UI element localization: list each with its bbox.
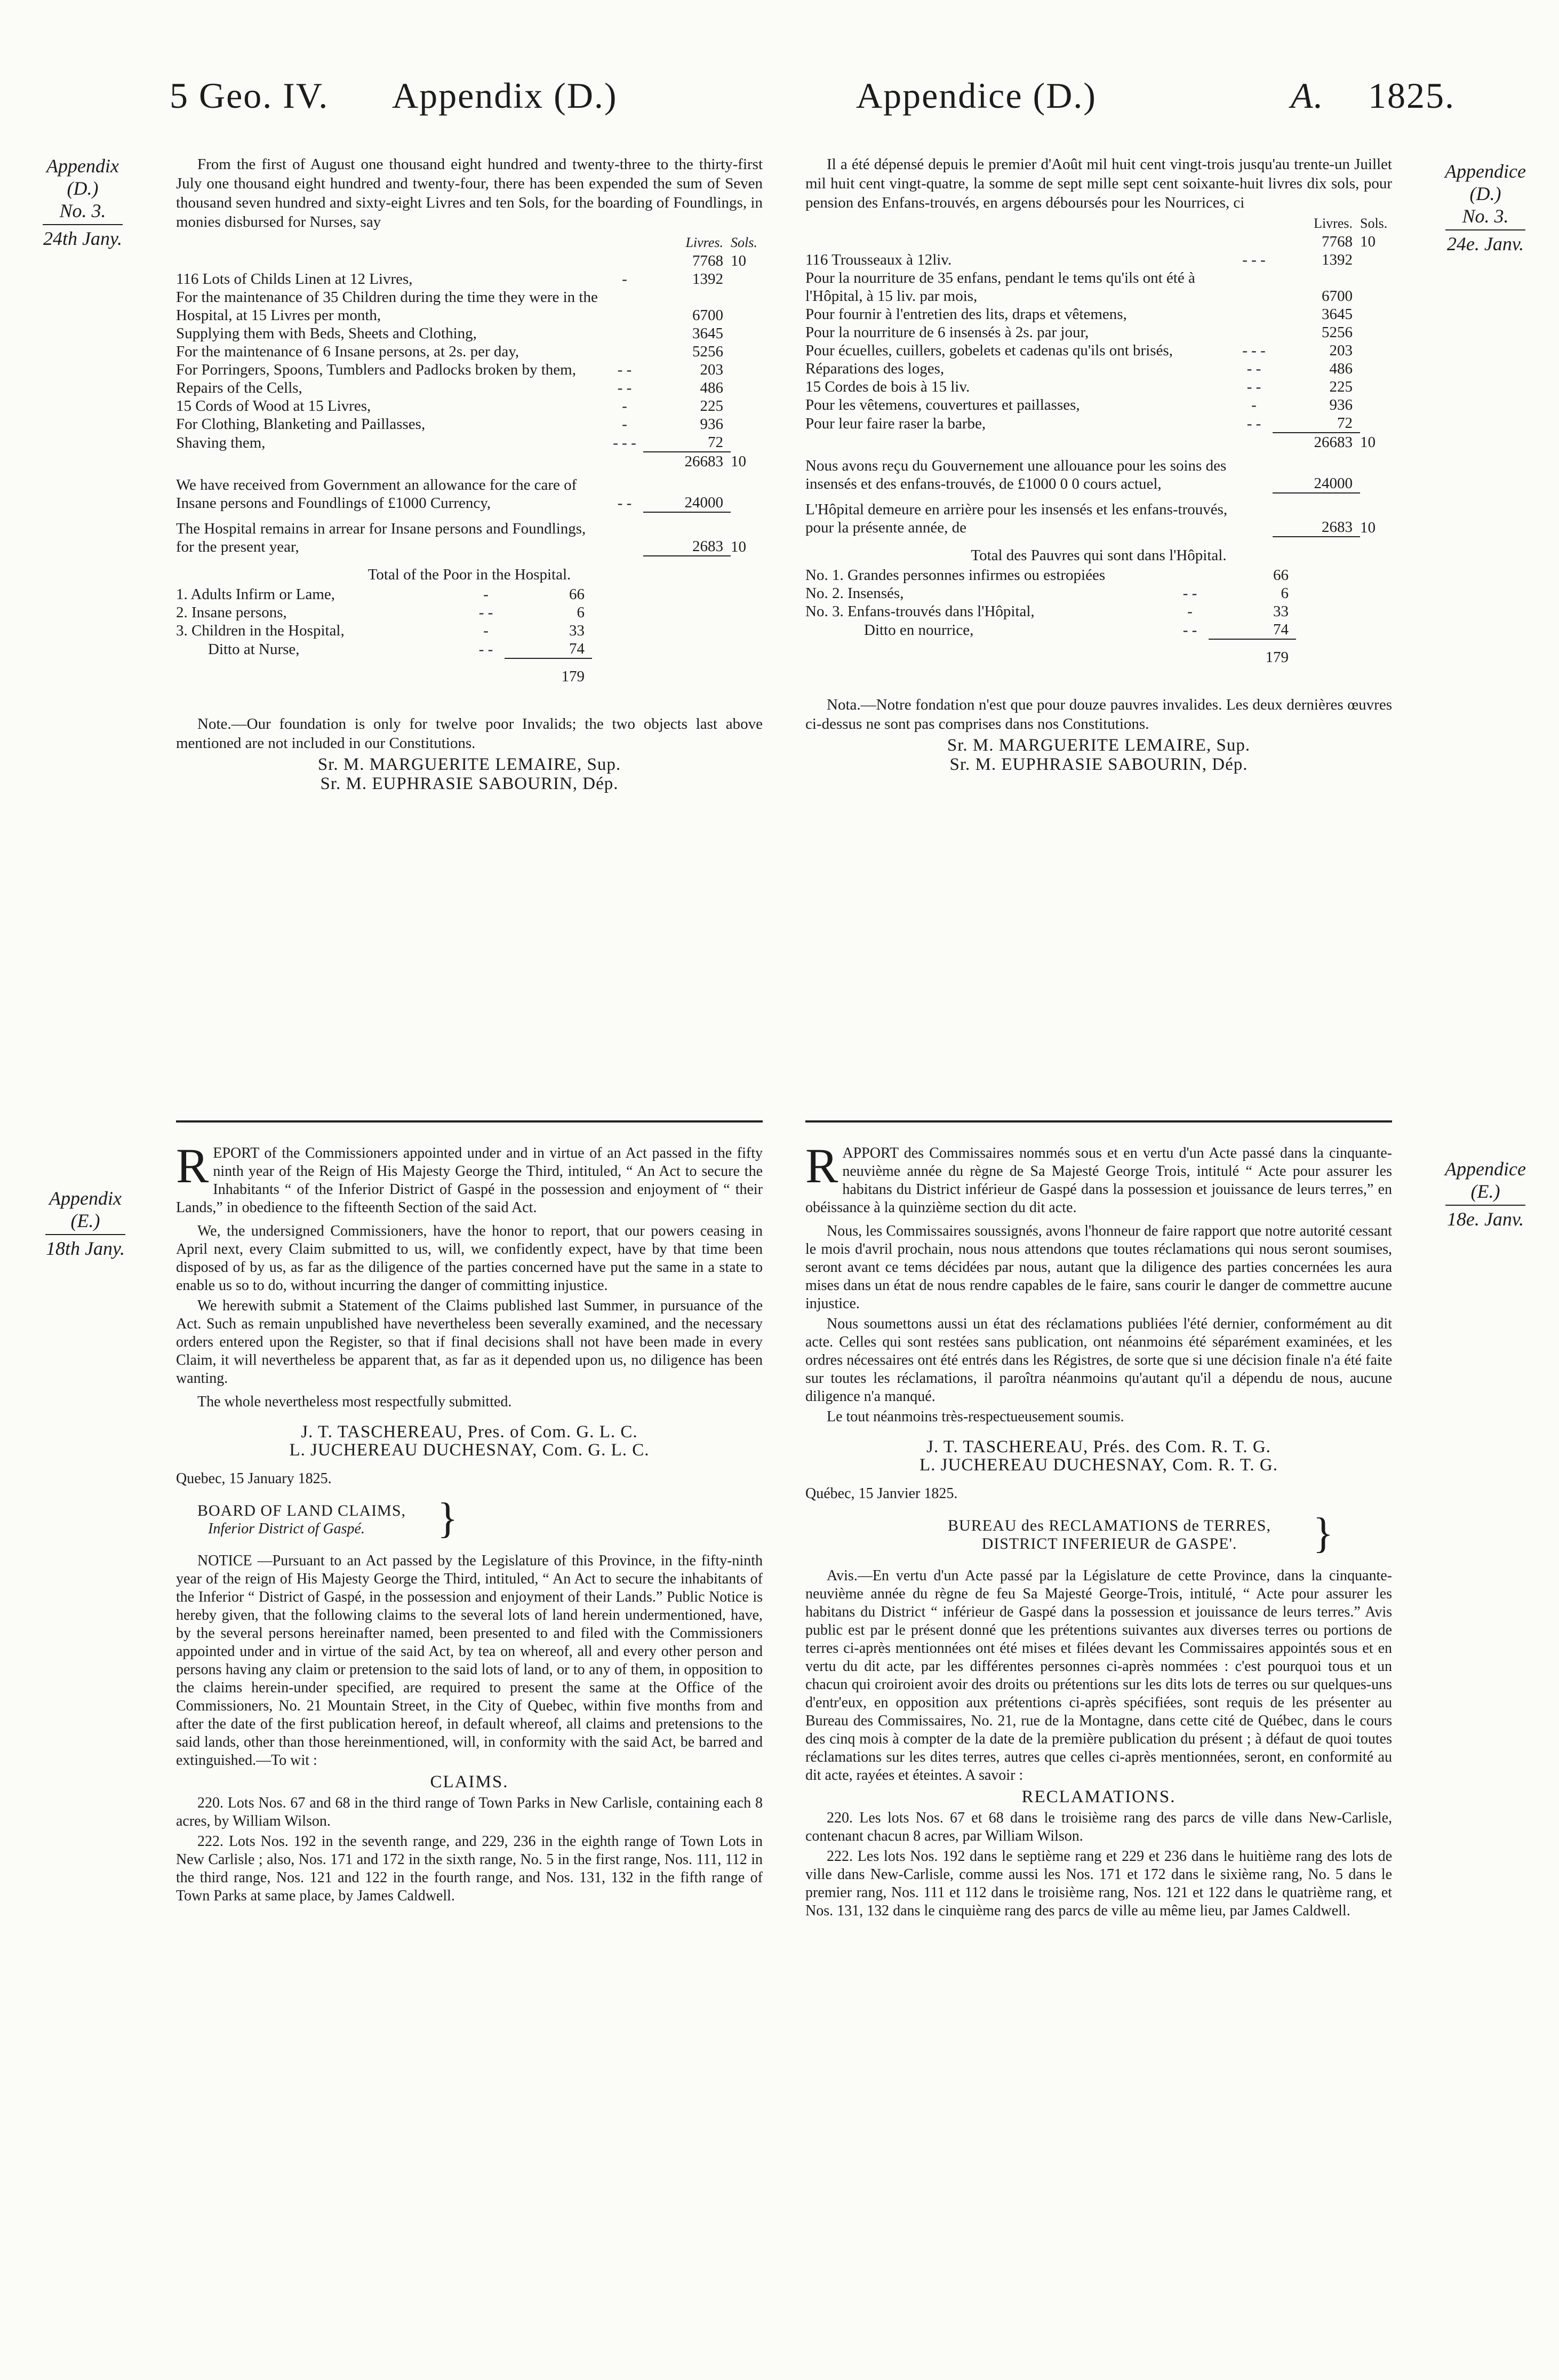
total-row: 179 <box>176 658 592 686</box>
table-row: Ditto at Nurse, - - 74 <box>208 640 585 658</box>
table-row: No. 1. Grandes personnes infirmes ou estropiées 66 <box>805 567 1289 584</box>
signature-president: J. T. TASCHEREAU, Pres. of Com. G. L. C. <box>301 1422 638 1442</box>
expense-table <box>805 214 1392 537</box>
signature-commissioner: L. JUCHEREAU DUCHESNAY, Com. G. L. C. <box>289 1440 650 1460</box>
table-row: No. 2. Insensés, - - 6 <box>805 585 1289 602</box>
allowance-row: We have received from Government an allowance for the care of Insane persons and Foundlings of £1000 Currency, - - 24000 <box>176 476 723 512</box>
table-row: 2. Insane persons, - - 6 <box>176 604 585 621</box>
table-row: Pour leur faire raser la barbe, - - 72 <box>805 415 1353 432</box>
french-appendice-e <box>805 1139 1392 1922</box>
intro-paragraph: Il a été dépensé depuis le premier d'Août mil huit cent vingt-trois jusqu'au trente-un Juillet mil huit cent vingt-quatre, la somme de sept mille sept cent soixante-huit livres dix sols, pour pension des Enfans-trouvés, en argens déboursés pour les Nourrices, ci <box>805 156 1392 211</box>
french-appendice-d <box>805 155 1392 774</box>
table-row: Pour fournir à l'entretien des lits, draps et vêtemens, 3645 <box>805 306 1353 323</box>
notice-paragraph: NOTICE —Pursuant to an Act passed by the Legislature of this Province, in the fifty-ninth year of the reign of His Majesty George the Third, intituled, “ An Act to secure the inhabitants of the Inferior “ District of Gaspé, in the possession and enjoyment of their Lands.” Public Notice is hereby given, that the following claims to the several lots of land herein undermentioned, have, by the several persons hereinafter named, been presented to and filed with the Commissioners appointed under and in virtue of the said Act, by tea on whereof, all and every other person and persons having any claim or pretension to the said lots of land, or to any of them, in opposition to the claims herein-under specified, are required to present the same at the Office of the Commissioners, No. 21 Mountain Street, in the City of Quebec, within five months from and after the date of the first publication hereof, in default whereof, all claims and pretensions to the said lands, other than those hereinmentioned, will, in conformity with the said Act, be barred and extinguished.—To wit : <box>176 1553 763 1769</box>
margin-date: 18th Jany. <box>46 1238 125 1259</box>
signature-superior: Sr. M. MARGUERITE LEMAIRE, Sup. <box>317 755 621 774</box>
margin-date: 24th Jany. <box>43 228 122 249</box>
drop-cap: R <box>176 1139 209 1193</box>
table-row: For the maintenance of 6 Insane persons, at 2s. per day, 5256 <box>176 343 723 360</box>
board-district: DISTRICT INFERIEUR de GASPE'. <box>981 1535 1237 1553</box>
table-row: Supplying them with Beds, Sheets and Clothing, 3645 <box>176 325 723 342</box>
table-row: For the maintenance of 35 Children during the time they were in the Hospital, at 15 Livres per month, 6700 <box>176 289 723 324</box>
value-livres: 7768 <box>692 252 723 269</box>
report-closing: The whole nevertheless most respectfully submitted. <box>197 1394 512 1410</box>
table-row: 15 Cords of Wood at 15 Livres, - 225 <box>176 397 723 415</box>
margin-note-left-d <box>32 155 133 250</box>
arrear-row: L'Hôpital demeure en arrière pour les insensés et les enfans-trouvés, pour la présente année, de 2683 10 <box>805 493 1392 537</box>
total-livres: 26683 <box>1273 433 1360 451</box>
poor-title: Total des Pauvres qui sont dans l'Hôpital. <box>971 547 1227 564</box>
margin-label: (E.) <box>1470 1181 1500 1202</box>
table-row: 3. Children in the Hospital, - 33 <box>176 622 585 639</box>
margin-date: 24e. Janv. <box>1446 233 1524 254</box>
table-row: 116 Lots of Childs Linen at 12 Livres, - 1392 <box>176 270 723 288</box>
margin-appendice: Appendice <box>1445 1158 1526 1180</box>
brace-icon: } <box>1313 1510 1333 1557</box>
value-sols: 10 <box>1360 233 1376 250</box>
report-paragraph: Nous soumettons aussi un état des réclamations publiées l'été dernier, conformément au dit acte. Celles qui sont restées sans publication, ont néanmoins été séparément examinées, et les ordres nécessaires ont été entrés dans les Régistres, de sorte que si une décision finale n'a été faite sur toutes les réclamations, il paroîtra néanmoins qu'autant qu'il a dépendu de nous, aucune diligence n'a manqué. <box>805 1316 1392 1405</box>
board-heading <box>901 1510 1333 1557</box>
report-closing: Le tout néanmoins très-respectueusement soumis. <box>827 1408 1124 1425</box>
margin-label: (D.) <box>1469 183 1501 204</box>
total-sols: 10 <box>1360 434 1376 451</box>
signature-commissioner: L. JUCHEREAU DUCHESNAY, Com. R. T. G. <box>919 1455 1278 1475</box>
report-paragraph: Nous, les Commissaires soussignés, avons l'honneur de faire rapport que notre autorité cessant le mois d'avril prochain, nous nous attendons que toutes réclamations qui nous seront soumises, seront avant ce tems décidées par nous, autant que la diligence des parties concernées les aura mises dans un état de nous rendre capables de le faire, sans courir le danger de commettre aucune injustice. <box>805 1223 1392 1312</box>
poor-table <box>176 585 592 686</box>
margin-label: (E.) <box>70 1210 100 1231</box>
table-row: Pour écuelles, cuillers, gobelets et cadenas qu'ils ont brisés, - - - 203 <box>805 342 1353 359</box>
section-divider-left <box>176 1120 763 1123</box>
table-row: Pour la nourriture de 35 enfans, pendant le tems qu'ils ont été à l'Hôpital, à 15 liv. par mois, 6700 <box>805 269 1353 305</box>
report-paragraph: We, the undersigned Commissioners, have the honor to report, that our powers ceasing in April next, every Claim submitted to us, will, we confidently expect, have by that time been disposed of by us, as far as the diligence of the parties concerned have put the same in a state to enable us so to do, without incurring the danger of committing injustice. <box>176 1223 763 1294</box>
unit-sols: Sols. <box>1360 216 1388 231</box>
margin-appendix: Appendix <box>49 1188 122 1209</box>
english-appendix-e <box>176 1139 763 1907</box>
header-reign: 5 Geo. IV. <box>170 75 329 116</box>
table-row: No. 3. Enfans-trouvés dans l'Hôpital, - 33 <box>805 603 1289 620</box>
margin-appendix: Appendix <box>46 155 119 177</box>
margin-note-right-d <box>1429 160 1541 255</box>
table-row: Pour les vêtemens, couvertures et paillasses, - 936 <box>805 396 1353 413</box>
report-title: APPORT des Commissaires nommés sous et en vertu d'un Acte passé dans la cinquante-neuvième année du règne de Sa Majesté George Trois, intitulé “ Acte pour assurer les habitans du District inférieur de Gaspé dans la possession et jouissance de leurs terres,” en obéissance à la quinzième section du dit acte. <box>805 1145 1392 1216</box>
poor-table <box>805 566 1296 666</box>
note-paragraph: Nota.—Notre fondation n'est que pour douze pauvres invalides. Les deux dernières œuvres ci-dessus ne sont pas comprises dans nos Constitutions. <box>805 696 1392 733</box>
poor-title: Total of the Poor in the Hospital. <box>367 566 571 583</box>
margin-label: (D.) <box>67 178 99 199</box>
table-row: Ditto en nourrice, - - 74 <box>864 621 1289 639</box>
margin-date: 18e. Janv. <box>1446 1208 1524 1230</box>
total-livres: 26683 <box>643 452 731 471</box>
margin-brace <box>1445 1205 1525 1206</box>
note-paragraph: Note.—Our foundation is only for twelve poor Invalids; the two objects last above mentioned are not included in our Constitutions. <box>176 715 763 752</box>
report-paragraph: We herewith submit a Statement of the Claims published last Summer, in pursuance of the Act. Such as remain unpublished have nevertheless been severally examined, and the necessary orders entered upon the Register, so that if final decisions shall not have been made in every Claim, it will nevertheless be apparent that, as far as it depended upon us, no diligence has been wanting. <box>176 1298 763 1387</box>
claims-heading: CLAIMS. <box>430 1772 509 1792</box>
header-year: 1825. <box>1368 75 1455 116</box>
report-date: Quebec, 15 January 1825. <box>176 1470 332 1487</box>
total-row: 179 <box>805 639 1296 666</box>
notice-paragraph: Avis.—En vertu d'un Acte passé par la Législature de cette Province, dans la cinquante-neuvième année du règne de feu Sa Majesté George-Trois, intitulé, “ Acte pour assurer les habitans du District “ inférieur de Gaspé dans la possession et jouissance de leurs terres.” Avis public est par le présent donné que les prétentions suivantes aux diverses terres ou portions de terres ci-après mentionnées ont été mises et filées devant les Commissaires appointés sous et en vertu du dit acte, par les différentes personnes ci-après nommées : c'est pourquoi tous et un chacun qui croiroient avoir des droits ou prétentions sur les dits lots de terres ou sur quelques-uns d'entr'eux, en opposition aux prétentions ci-après spécifiées, sont requis de les présenter au Bureau des Commissaires, No. 21, rue de la Montagne, dans cette cité de Québec, dans le cours des cinq mois à compter de la date de la première publication du présent ; à défaut de quoi toutes réclamations sur les dites terres, autres que celles ci-après mentionnées, seront, en conformité au dit acte, rayées et éteintes. A savoir : <box>805 1567 1392 1784</box>
claim-220: 220. Lots Nos. 67 and 68 in the third range of Town Parks in New Carlisle, containing each 8 acres, by William Wilson. <box>176 1795 763 1829</box>
claim-222: 222. Les lots Nos. 192 dans le septième rang et 229 et 236 dans le huitième rang des lots de ville dans New-Carlisle, comme aussi les Nos. 171 et 172 dans le sixième rang, No. 5 dans le premier rang, Nos. 111 et 112 dans le troisième rang, Nos. 121 et 122 dans le quatrième rang, et Nos. 131, 132 dans le cinquième rang des parcs de ville au même lieu, par James Caldwell. <box>805 1848 1392 1919</box>
section-divider-right <box>805 1120 1392 1123</box>
report-title: EPORT of the Commissioners appointed under and in virtue of an Act passed in the fifty ninth year of the Reign of His Majesty George the Third, intituled, “ An Act to secure the Inhabitants “ of the Inferior District of Gaspé in the possession and enjoyment of “ their Lands,” in obedience to the fifteenth Section of the said Act. <box>176 1145 763 1216</box>
table-row: 15 Cordes de bois à 15 liv. - - 225 <box>805 378 1353 395</box>
margin-appendice: Appendice <box>1445 161 1526 182</box>
arrear-row: The Hospital remains in arrear for Insane persons and Foundlings, for the present year, 2683 10 <box>176 512 763 556</box>
board-title: BUREAU des RECLAMATIONS de TERRES, <box>948 1517 1271 1534</box>
signature-superior: Sr. M. MARGUERITE LEMAIRE, Sup. <box>947 736 1251 755</box>
signature-deputy: Sr. M. EUPHRASIE SABOURIN, Dép. <box>320 774 619 793</box>
margin-brace <box>1445 229 1525 230</box>
allowance-row: Nous avons reçu du Gouvernement une allouance pour les soins des insensés et des enfans-trouvés, de £1000 0 0 cours actuel, 24000 <box>805 457 1353 492</box>
expense-table <box>176 234 763 556</box>
total-sols: 10 <box>731 453 746 470</box>
value-sols: 10 <box>731 252 746 269</box>
unit-livres: Livres. <box>1314 216 1353 231</box>
signature-president: J. T. TASCHEREAU, Prés. des Com. R. T. G. <box>926 1437 1271 1456</box>
board-heading <box>197 1495 763 1542</box>
intro-paragraph: From the first of August one thousand eight hundred and twenty-three to the thirty-first July one thousand eight hundred and twenty-four, there has been expended the sum of Seven thousand seven hundred and sixty-eight Livres and ten Sols, for the boarding of Foundlings, in monies disbursed for Nurses, say <box>176 156 763 230</box>
header-appendice-title: Appendice (D.) <box>856 75 1097 116</box>
value-livres: 7768 <box>1322 233 1353 250</box>
table-row: Réparations des loges, - - 486 <box>805 360 1353 377</box>
signature-deputy: Sr. M. EUPHRASIE SABOURIN, Dép. <box>949 755 1248 774</box>
margin-brace <box>45 1234 125 1235</box>
header-letter: A. <box>1291 75 1324 116</box>
drop-cap: R <box>805 1139 838 1193</box>
header-appendix-title: Appendix (D.) <box>392 75 618 116</box>
table-row: 1. Adults Infirm or Lame, - 66 <box>176 586 585 603</box>
margin-number: No. 3. <box>59 200 106 221</box>
total-row <box>805 433 1392 451</box>
board-district: Inferior District of Gaspé. <box>208 1521 365 1537</box>
margin-note-left-e <box>32 1187 139 1260</box>
table-row: For Clothing, Blanketing and Paillasses, - 936 <box>176 416 723 433</box>
board-title: BOARD OF LAND CLAIMS, <box>197 1502 406 1519</box>
table-row: For Porringers, Spoons, Tumblers and Padlocks broken by them, - - 203 <box>176 361 723 378</box>
margin-brace <box>43 224 123 225</box>
claim-220: 220. Les lots Nos. 67 et 68 dans le troisième rang des parcs de ville dans New-Carlisle, contenant chacun 8 acres, par William Wilson. <box>805 1810 1392 1844</box>
claims-heading: RECLAMATIONS. <box>1021 1787 1176 1806</box>
margin-note-right-e <box>1429 1158 1541 1230</box>
table-row: Repairs of the Cells, - - 486 <box>176 379 723 396</box>
report-date: Québec, 15 Janvier 1825. <box>805 1485 958 1502</box>
brace-icon: } <box>437 1495 458 1542</box>
margin-number: No. 3. <box>1462 205 1509 227</box>
table-row: Shaving them, - - - 72 <box>176 434 723 451</box>
total-row <box>176 452 763 471</box>
table-row: 116 Trousseaux à 12liv. - - - 1392 <box>805 251 1353 268</box>
table-row: Pour la nourriture de 6 insensés à 2s. par jour, 5256 <box>805 324 1353 341</box>
unit-livres: Livres. <box>685 235 723 250</box>
unit-sols: Sols. <box>731 235 757 250</box>
english-appendix-d <box>176 155 763 793</box>
claim-222: 222. Lots Nos. 192 in the seventh range, and 229, 236 in the eighth range of Town Lots in New Carlisle ; also, Nos. 171 and 172 in the sixth range, No. 5 in the first range, Nos. 111, 112 in the third range, Nos. 121 and 122 in the fourth range, and Nos. 131, 132 in the fifth range of Town Parks at same place, by James Caldwell. <box>176 1833 763 1904</box>
